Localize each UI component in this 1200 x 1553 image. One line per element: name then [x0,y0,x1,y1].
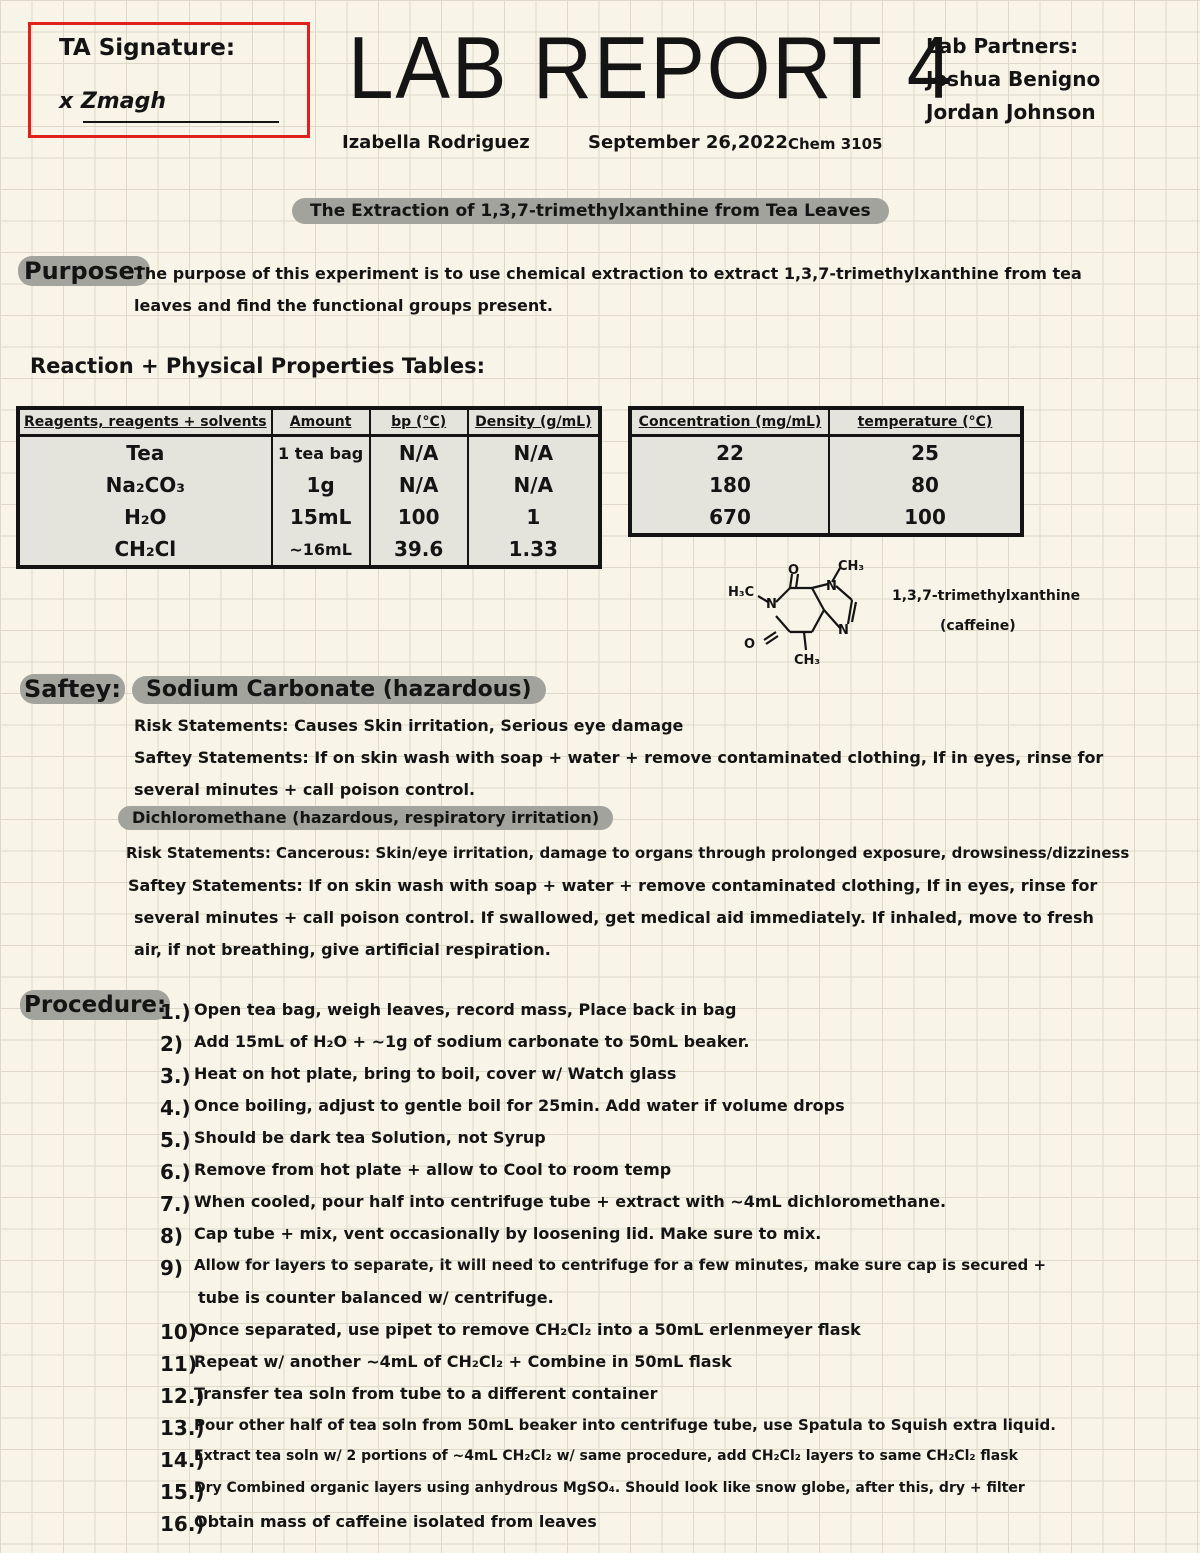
step-text: Once boiling, adjust to gentle boil for 25min. Add water if volume drops [194,1096,845,1115]
atom-label: N [766,597,777,612]
report-date: September 26,2022 [588,132,788,153]
safety-chem2-risk: Risk Statements: Cancerous: Skin/eye irritation, damage to organs through prolonged exposure, drowsiness/dizziness [126,844,1130,862]
tables-heading-text: Reaction + Physical Properties Tables: [30,354,485,378]
table-cell: 25 [911,441,939,465]
procedure-step [160,1064,1056,1096]
step-text: Obtain mass of caffeine isolated from leaves [194,1512,597,1531]
step-number: 15.) [160,1480,205,1504]
table-cell: Na₂CO₃ [18,469,272,501]
table-cell: 100 [904,505,946,529]
atom-label: N [838,623,849,638]
table-header: Reagents, reagents + solvents [18,408,272,436]
procedure-step-continuation [160,1288,1056,1320]
table-cell: 80 [911,473,939,497]
purpose-text-line2: leaves and find the functional groups present. [134,296,554,315]
table-cell: N/A [513,473,554,497]
caffeine-atoms [728,559,864,668]
step-text: Transfer tea soln from tube to a different container [194,1384,658,1403]
page-title: LAB REPORT 4 [348,18,955,117]
procedure-step [160,1320,1056,1352]
step-number: 9) [160,1256,184,1280]
table-cell: 1 [526,505,541,529]
procedure-step [160,1128,1056,1160]
step-text: Cap tube + mix, vent occasionally by loosening lid. Make sure to mix. [194,1224,822,1243]
table-cell: 15mL [272,501,370,533]
step-text: Once separated, use pipet to remove CH₂Cl₂ into a 50mL erlenmeyer flask [194,1320,861,1339]
safety-chem1: Sodium Carbonate (hazardous) [132,676,546,704]
procedure-step [160,1448,1056,1480]
step-text: Dry Combined organic layers using anhydrous MgSO₄. Should look like snow globe, after this, dry + filter [194,1480,1025,1496]
step-text: tube is counter balanced w/ centrifuge. [198,1288,554,1307]
table-cell: 39.6 [370,533,468,567]
procedure-step [160,1096,1056,1128]
table-row [630,469,1022,501]
step-text: Pour other half of tea soln from 50mL beaker into centrifuge tube, use Spatula to Squish extra liquid. [194,1416,1056,1434]
table-row [18,469,600,501]
safety-chem1-risk: Risk Statements: Causes Skin irritation, Serious eye damage [134,716,684,735]
table-header: Density (g/mL) [468,408,600,436]
concentration-table [628,406,1024,537]
procedure-heading: Procedure: [20,990,170,1020]
safety-heading: Saftey: [20,674,125,704]
table-row [630,501,1022,535]
safety-chem1-safety-line1: Saftey Statements: If on skin wash with soap + water + remove contaminated clothing, If in eyes, rinse for [134,748,1104,767]
atom-label: CH₃ [794,653,821,668]
table-cell: H₂O [18,501,272,533]
step-number: 10) [160,1320,197,1344]
lab-partners [926,30,1100,129]
step-text: When cooled, pour half into centrifuge tube + extract with ~4mL dichloromethane. [194,1192,947,1211]
table-cell: Tea [18,436,272,470]
procedure-step [160,1160,1056,1192]
table-row [18,533,600,567]
ta-signature-box [28,22,310,138]
step-number: 2) [160,1032,184,1056]
procedure-step [160,1192,1056,1224]
table-cell: 1 tea bag [272,436,370,470]
signature-line [83,121,279,123]
course-code: Chem 3105 [788,135,883,153]
step-number: 16.) [160,1512,205,1536]
table-header-row [630,408,1022,436]
atom-label: O [744,637,756,652]
table-cell: 100 [370,501,468,533]
table-cell: 180 [630,469,829,501]
table-header-row [18,408,600,436]
step-text: Should be dark tea Solution, not Syrup [194,1128,546,1147]
purpose-text-line1: The purpose of this experiment is to use chemical extraction to extract 1,3,7-trimethylxanthine from tea [134,264,1082,283]
atom-label: N [826,579,837,594]
table-header: bp (°C) [370,408,468,436]
procedure-step [160,1256,1056,1288]
table-header: Amount [272,408,370,436]
procedure-step [160,1416,1056,1448]
table-row [18,436,600,470]
table-header: Concentration (mg/mL) [630,408,829,436]
step-text: Heat on hot plate, bring to boil, cover w/ Watch glass [194,1064,677,1083]
partner-name: Jordan Johnson [926,100,1096,124]
step-text: Allow for layers to separate, it will need to centrifuge for a few minutes, make sure cap is secured + [194,1256,1047,1274]
step-number: 13.) [160,1416,205,1440]
procedure-step [160,1224,1056,1256]
procedure-step [160,1480,1056,1512]
step-number: 6.) [160,1160,191,1184]
caffeine-structure [720,556,890,672]
atom-label: O [788,563,800,578]
safety-chem2-safety-line2: several minutes + call poison control. If swallowed, get medical aid immediately. If inhaled, move to fresh [134,908,1094,927]
ta-signature-label: TA Signature: [59,35,236,61]
molecule-common-name: (caffeine) [940,618,1016,634]
step-text: Remove from hot plate + allow to Cool to room temp [194,1160,672,1179]
step-number: 12.) [160,1384,205,1408]
table-cell: N/A [370,469,468,501]
step-number: 4.) [160,1096,191,1120]
table-cell: N/A [513,441,554,465]
table-cell: 670 [630,501,829,535]
step-number: 8) [160,1224,184,1248]
molecule-name: 1,3,7-trimethylxanthine [892,588,1081,604]
safety-chem1-safety-line2: several minutes + call poison control. [134,780,476,799]
step-text: Extract tea soln w/ 2 portions of ~4mL CH₂Cl₂ w/ same procedure, add CH₂Cl₂ layers to same CH₂Cl₂ flask [194,1448,1018,1464]
step-number: 14.) [160,1448,205,1472]
safety-chem2-safety-line1: Saftey Statements: If on skin wash with soap + water + remove contaminated clothing, If in eyes, rinse for [128,876,1098,895]
step-number: 7.) [160,1192,191,1216]
table-cell: 22 [630,436,829,470]
procedure-step [160,1032,1056,1064]
step-text: Open tea bag, weigh leaves, record mass, Place back in bag [194,1000,737,1019]
tables-heading [26,354,489,378]
step-number: 1.) [160,1000,191,1024]
step-text: Add 15mL of H₂O + ~1g of sodium carbonate to 50mL beaker. [194,1032,750,1051]
procedure-step [160,1352,1056,1384]
experiment-subtitle: The Extraction of 1,3,7-trimethylxanthine from Tea Leaves [292,198,889,224]
table-row [18,501,600,533]
safety-chem2: Dichloromethane (hazardous, respiratory irritation) [118,806,613,830]
procedure-list [160,1000,1056,1544]
step-number: 11) [160,1352,197,1376]
reagents-table [16,406,602,569]
table-cell: ~16mL [272,533,370,567]
table-cell: N/A [370,436,468,470]
author-name: Izabella Rodriguez [342,132,530,153]
lab-partners-label: Lab Partners: [926,34,1079,58]
partner-name: Joshua Benigno [926,67,1101,91]
table-header: temperature (°C) [829,408,1022,436]
procedure-step [160,1512,1056,1544]
table-row [630,436,1022,470]
procedure-step [160,1384,1056,1416]
safety-chem2-safety-line3: air, if not breathing, give artificial respiration. [134,940,551,959]
table-cell: 1.33 [508,537,558,561]
step-number: 5.) [160,1128,191,1152]
step-text: Repeat w/ another ~4mL of CH₂Cl₂ + Combine in 50mL flask [194,1352,732,1371]
atom-label: H₃C [728,585,755,600]
table-cell: CH₂Cl [18,533,272,567]
ta-signature: x Zmagh [59,89,166,114]
purpose-heading: Purpose: [18,256,150,286]
atom-label: CH₃ [838,559,865,574]
step-number: 3.) [160,1064,191,1088]
procedure-step [160,1000,1056,1032]
table-cell: 1g [272,469,370,501]
